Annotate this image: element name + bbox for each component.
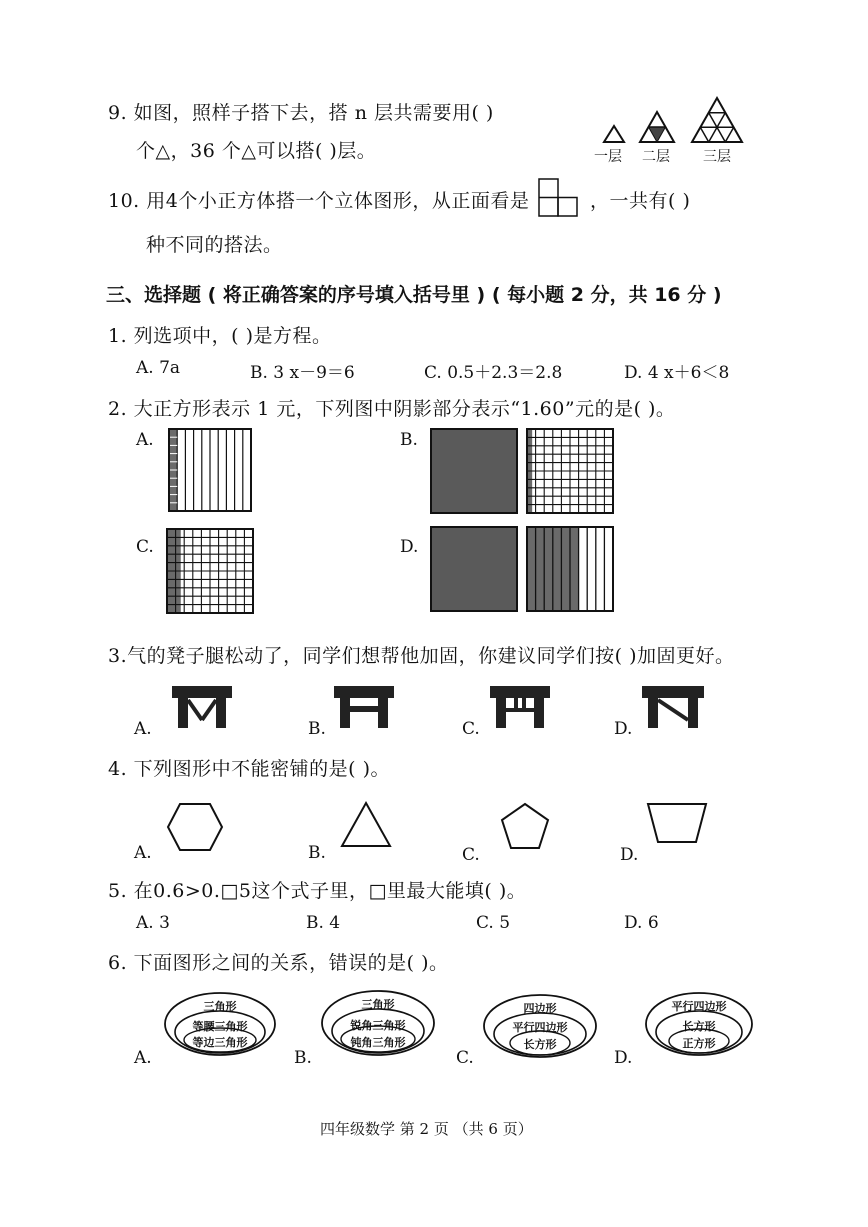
oval-a-inner-label: 等边三角形 (192, 1036, 248, 1049)
c3-option-c-label: C. (462, 719, 480, 739)
c3-option-a-label: A. (134, 719, 152, 739)
c6-option-b-label: B. (294, 1048, 312, 1068)
c1-option-d: D. 4 x＋6＜8 (624, 363, 730, 383)
c6-stem: 6. 下面图形之间的关系，错误的是( )。 (108, 952, 449, 974)
c5-option-d: D. 6 (624, 913, 659, 933)
triangle-layer2-figure (638, 110, 676, 144)
c5-option-a: A. 3 (136, 913, 170, 933)
c4-option-d-label: D. (620, 845, 639, 865)
q9-line1: 9. 如图，照样子搭下去，搭 n 层共需要用( ) (108, 102, 494, 124)
layer2-label: 二层 (642, 149, 670, 165)
c1-stem: 1. 列选项中，( )是方程。 (108, 325, 332, 347)
c4-stem: 4. 下列图形中不能密铺的是( )。 (108, 758, 391, 780)
oval-c-middle-label: 平行四边形 (512, 1021, 568, 1034)
hexagon-figure (166, 802, 224, 852)
stool-b-figure (334, 686, 394, 728)
c6-option-a-label: A. (134, 1048, 152, 1068)
oval-a-middle-label: 等腰三角形 (192, 1020, 248, 1033)
q10-line1-end: ，一共有( ) (590, 190, 691, 212)
oval-a-outer-label: 三角形 (203, 1000, 237, 1013)
c3-stem: 3.气的凳子腿松动了，同学们想帮他加固，你建议同学们按( )加固更好。 (108, 645, 735, 667)
oval-c-outer-label: 四边形 (523, 1002, 557, 1015)
layer1-label: 一层 (594, 149, 622, 165)
c5-stem: 5. 在0.6>0.□5这个式子里，□里最大能填( )。 (108, 880, 527, 902)
q10-line1-start: 10. 用4个小正方体搭一个立体图形，从正面看是 (108, 190, 530, 212)
oval-c-inner-label: 长方形 (523, 1038, 557, 1051)
square-d-strips-figure (526, 526, 614, 612)
square-c-figure (166, 528, 254, 614)
c5-option-b: B. 4 (306, 913, 341, 933)
c2-option-c-label: C. (136, 537, 154, 557)
page-footer: 四年级数学 第 2 页 （共 6 页） (320, 1120, 533, 1138)
c1-option-c: C. 0.5＋2.3＝2.8 (424, 363, 563, 383)
c2-stem: 2. 大正方形表示 1 元，下列图中阴影部分表示“1.60”元的是( )。 (108, 398, 676, 420)
c3-option-b-label: B. (308, 719, 326, 739)
c2-option-a-label: A. (136, 430, 154, 450)
square-d-full-figure (430, 526, 518, 612)
oval-b-inner-label: 钝角三角形 (350, 1036, 406, 1049)
c1-option-a: A. 7a (136, 358, 181, 378)
triangle-figure (340, 800, 392, 848)
c4-option-a-label: A. (134, 843, 152, 863)
c2-option-b-label: B. (400, 430, 418, 450)
stool-a-figure (172, 686, 232, 728)
stool-c-figure (490, 686, 550, 728)
oval-b-outer-label: 三角形 (361, 998, 395, 1011)
oval-d-middle-label: 长方形 (682, 1020, 716, 1033)
c6-option-c-label: C. (456, 1048, 474, 1068)
triangle-layer3-figure (690, 96, 744, 144)
oval-b-middle-label: 锐角三角形 (350, 1019, 406, 1032)
square-b-grid-figure (526, 428, 614, 514)
c6-option-d-label: D. (614, 1048, 633, 1068)
square-a-figure (168, 428, 252, 512)
q9-line2: 个△，36 个△可以搭( )层。 (136, 140, 377, 162)
c5-option-c: C. 5 (476, 913, 511, 933)
c3-option-d-label: D. (614, 719, 633, 739)
c1-option-b: B. 3 x－9＝6 (250, 363, 355, 383)
c4-option-c-label: C. (462, 845, 480, 865)
square-b-full-figure (430, 428, 518, 514)
trapezoid-figure (646, 802, 708, 844)
oval-d-inner-label: 正方形 (682, 1037, 716, 1050)
oval-d-outer-label: 平行四边形 (671, 1000, 727, 1013)
q10-line2: 种不同的搭法。 (146, 234, 283, 256)
stool-d-figure (642, 686, 704, 728)
triangle-layer1-figure (602, 124, 626, 144)
pentagon-figure (500, 802, 550, 850)
layer3-label: 三层 (703, 149, 731, 165)
c4-option-b-label: B. (308, 843, 326, 863)
front-view-figure (538, 178, 580, 218)
c2-option-d-label: D. (400, 537, 419, 557)
section-title: 三、选择题 ( 将正确答案的序号填入括号里 ) ( 每小题 2 分，共 16 分 ) (106, 284, 722, 306)
